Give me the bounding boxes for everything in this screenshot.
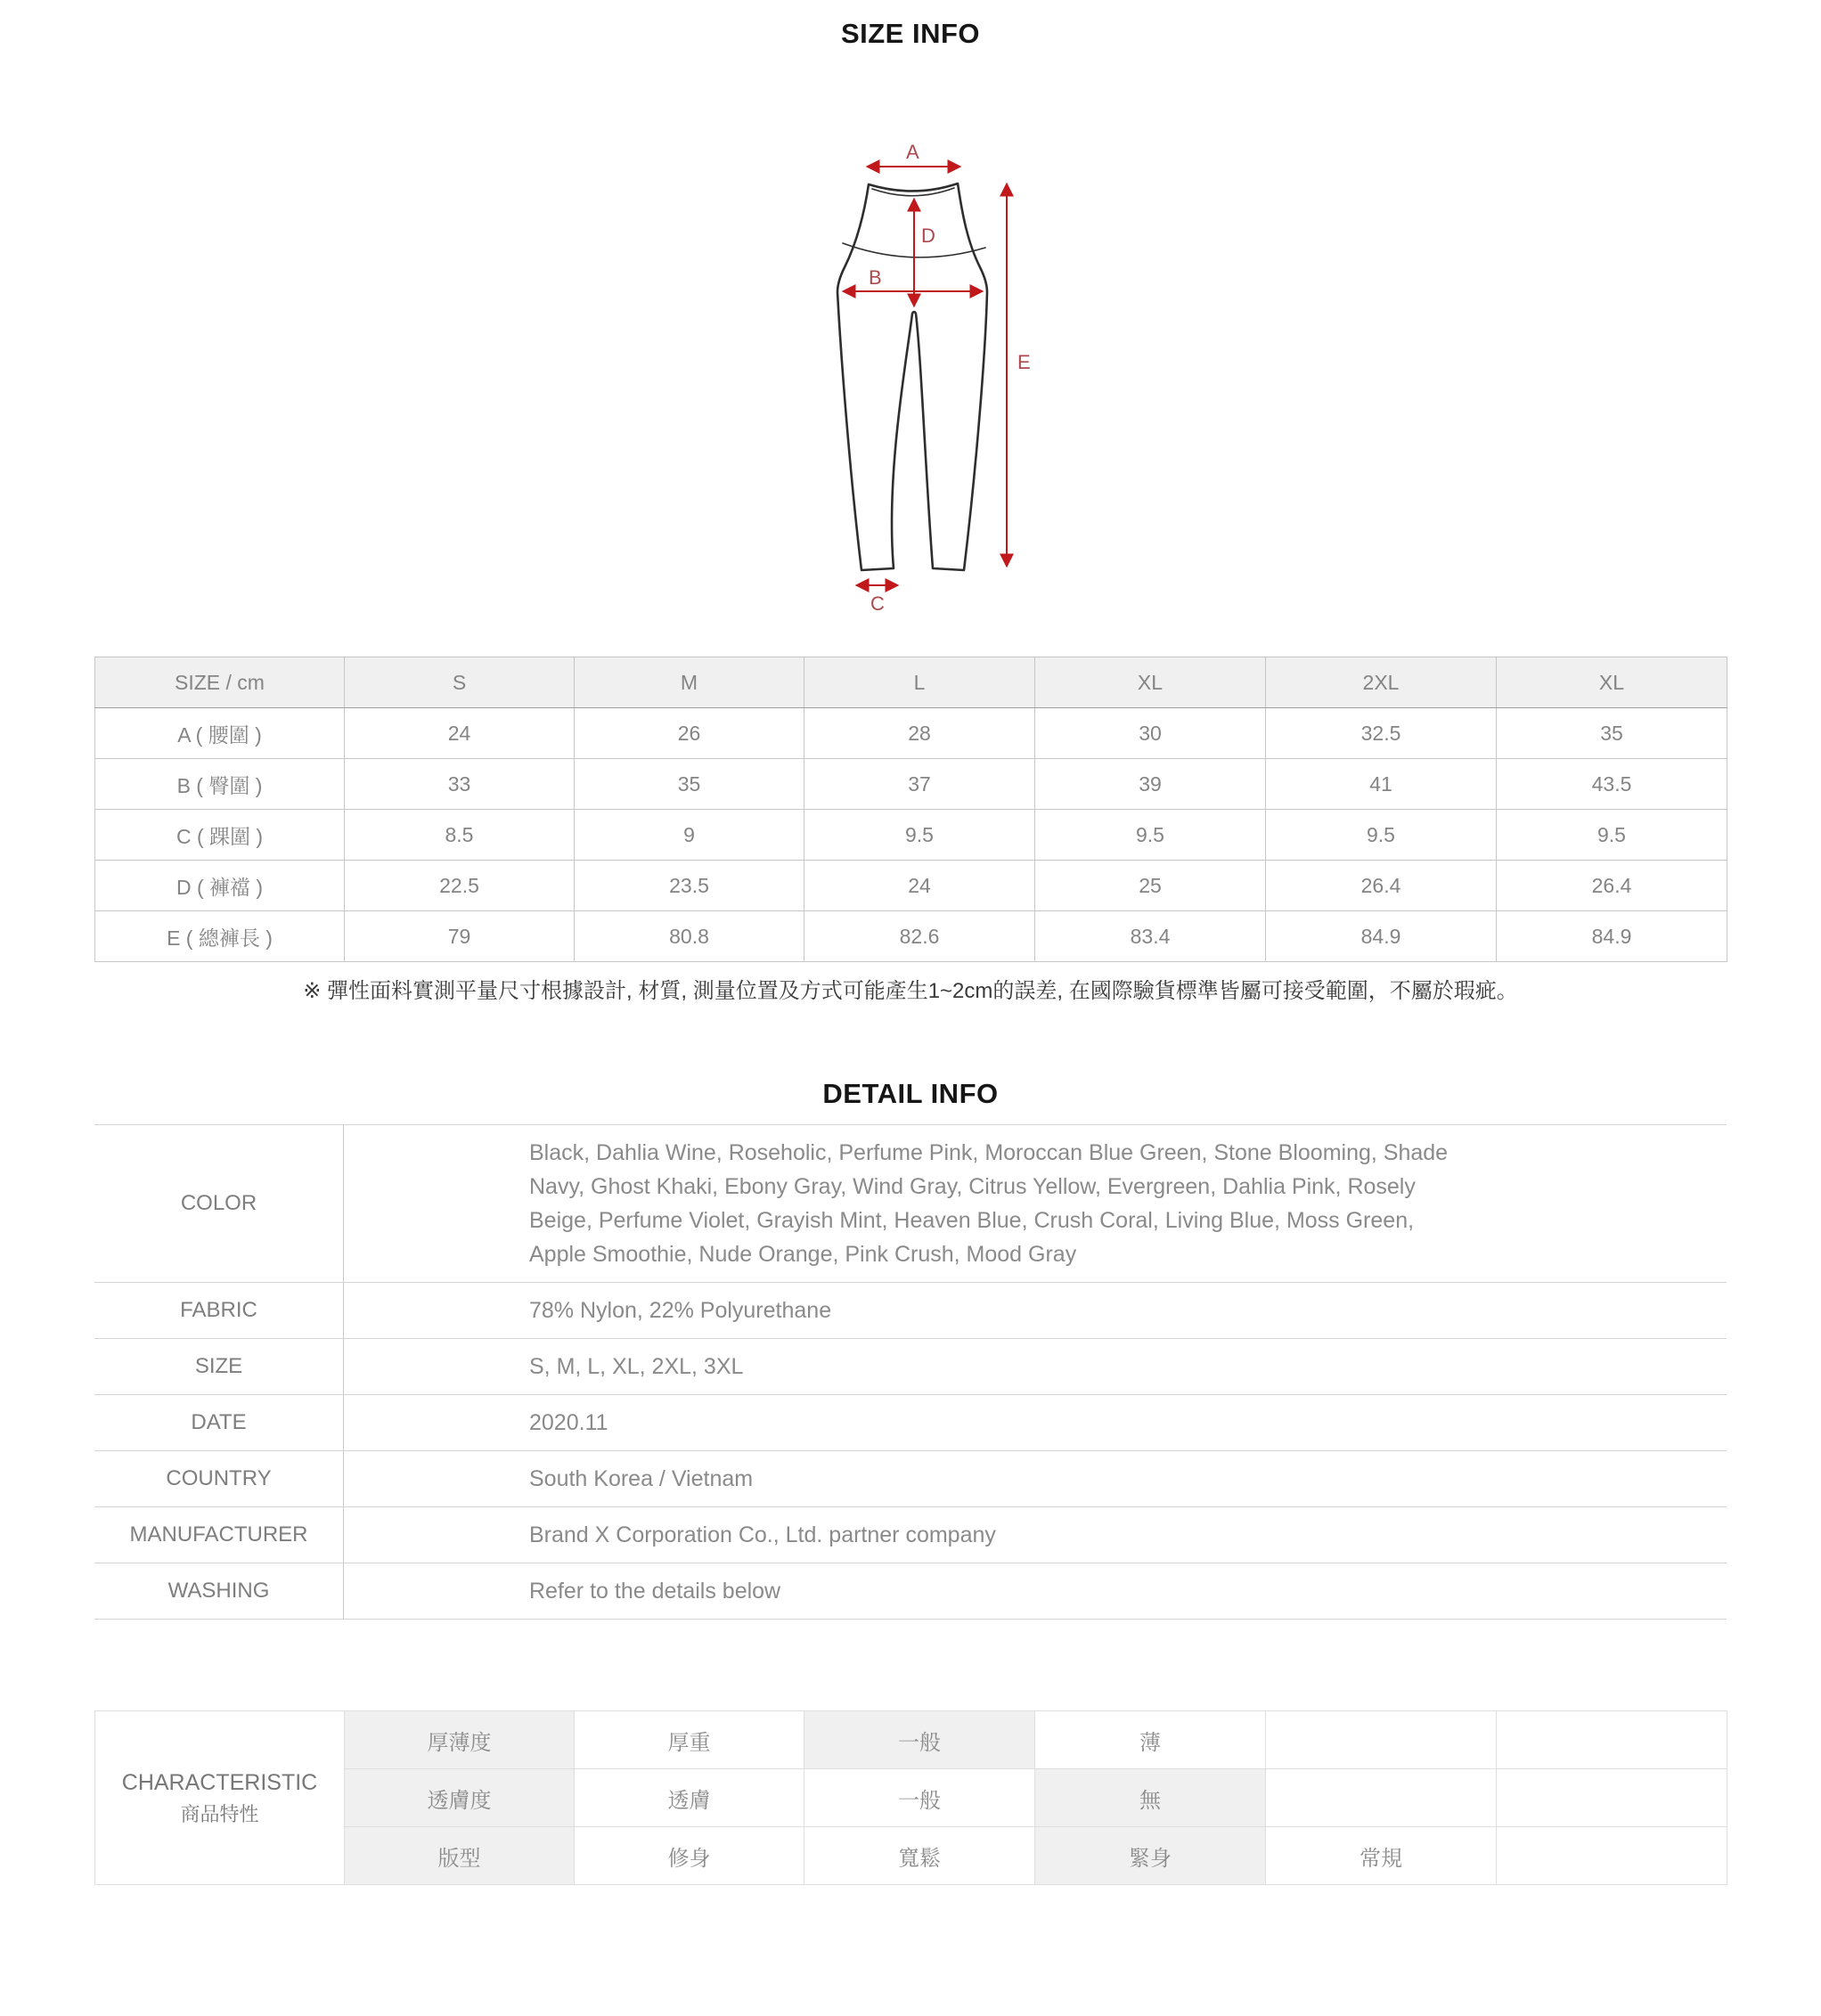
characteristic-option-cell: 常規 [1266, 1827, 1497, 1885]
characteristic-category-cell: 厚薄度 [345, 1711, 575, 1769]
size-col-xl2: XL [1497, 657, 1727, 708]
detail-label: FABRIC [94, 1283, 344, 1338]
characteristic-title-en: CHARACTERISTIC [121, 1769, 318, 1795]
detail-label: DATE [94, 1395, 344, 1450]
characteristic-option-cell-selected: 緊身 [1035, 1827, 1266, 1885]
size-cell: 24 [345, 708, 575, 759]
size-col-2xl: 2XL [1266, 657, 1497, 708]
detail-label: COLOR [94, 1125, 344, 1282]
characteristic-option-cell: 厚重 [575, 1711, 804, 1769]
size-cell: 9.5 [1035, 810, 1266, 861]
label-a: A [906, 141, 919, 163]
size-table-unit-header: SIZE / cm [95, 657, 345, 708]
detail-row-size [94, 1338, 1727, 1394]
detail-label: WASHING [94, 1563, 344, 1619]
color-line: Black, Dahlia Wine, Roseholic, Perfume Pink, Moroccan Blue Green, Stone Blooming, Shade [529, 1140, 1449, 1165]
size-cell: 9.5 [1266, 810, 1497, 861]
size-col-xl: XL [1035, 657, 1266, 708]
characteristic-category-cell: 版型 [345, 1827, 575, 1885]
characteristic-option-cell [1266, 1769, 1497, 1827]
size-row-label: E ( 總褲長 ) [95, 911, 345, 962]
size-cell: 39 [1035, 759, 1266, 810]
color-line: Beige, Perfume Violet, Grayish Mint, Heaven Blue, Crush Coral, Living Blue, Moss Green, [529, 1208, 1415, 1233]
detail-label: MANUFACTURER [94, 1507, 344, 1563]
color-line: Navy, Ghost Khaki, Ebony Gray, Wind Gray, Citrus Yellow, Evergreen, Dahlia Pink, Rosely [529, 1174, 1416, 1199]
size-cell: 82.6 [804, 911, 1035, 962]
pants-outline [837, 184, 987, 570]
detail-value [344, 1507, 1727, 1563]
detail-value-text: Refer to the details below [529, 1579, 781, 1604]
characteristic-title-zh: 商品特性 [180, 1803, 259, 1826]
detail-value [344, 1395, 1727, 1450]
pants-measurement-diagram [732, 89, 1089, 641]
size-row-e [95, 911, 1727, 962]
size-cell: 26.4 [1497, 861, 1727, 911]
size-cell: 22.5 [345, 861, 575, 911]
size-cell: 32.5 [1266, 708, 1497, 759]
detail-row-fabric [94, 1282, 1727, 1338]
size-cell: 84.9 [1497, 911, 1727, 962]
label-c: C [870, 592, 885, 615]
size-cell: 43.5 [1497, 759, 1727, 810]
characteristic-option-cell: 寬鬆 [804, 1827, 1035, 1885]
detail-value-text: South Korea / Vietnam [529, 1466, 754, 1491]
size-cell: 9 [575, 810, 804, 861]
characteristic-option-cell [1497, 1769, 1727, 1827]
characteristic-option-cell-selected: 無 [1035, 1769, 1266, 1827]
size-cell: 24 [804, 861, 1035, 911]
characteristic-option-cell [1266, 1711, 1497, 1769]
detail-value-text: Brand X Corporation Co., Ltd. partner company [529, 1522, 996, 1547]
characteristic-option-cell [1497, 1711, 1727, 1769]
characteristic-option-cell: 薄 [1035, 1711, 1266, 1769]
size-cell: 28 [804, 708, 1035, 759]
detail-value [344, 1339, 1727, 1394]
size-cell: 9.5 [1497, 810, 1727, 861]
size-cell: 25 [1035, 861, 1266, 911]
size-row-b [95, 759, 1727, 810]
detail-value [344, 1563, 1727, 1619]
size-cell: 35 [575, 759, 804, 810]
detail-value-text: 2020.11 [529, 1410, 608, 1435]
detail-value [344, 1451, 1727, 1506]
detail-value [344, 1125, 1727, 1282]
detail-label: COUNTRY [94, 1451, 344, 1506]
size-row-d [95, 861, 1727, 911]
detail-info-title: DETAIL INFO [822, 1078, 999, 1109]
size-row-label: D ( 褲襠 ) [95, 861, 345, 911]
size-cell: 30 [1035, 708, 1266, 759]
size-cell: 33 [345, 759, 575, 810]
size-row-label: B ( 臀圍 ) [95, 759, 345, 810]
characteristic-row-thickness [95, 1711, 1727, 1769]
size-cell: 9.5 [804, 810, 1035, 861]
detail-value-text: 78% Nylon, 22% Polyurethane [529, 1298, 832, 1323]
size-col-m: M [575, 657, 804, 708]
detail-value [344, 1283, 1727, 1338]
size-cell: 79 [345, 911, 575, 962]
size-cell: 26.4 [1266, 861, 1497, 911]
detail-value-text: S, M, L, XL, 2XL, 3XL [529, 1354, 744, 1379]
size-row-a [95, 708, 1727, 759]
size-cell: 83.4 [1035, 911, 1266, 962]
measurement-tolerance-note: ※ 彈性面料實測平量尺寸根據設計, 材質, 測量位置及方式可能產生1~2cm的誤差, 在國際驗貨標準皆屬可接受範圍，不屬於瑕疵。 [303, 979, 1518, 1003]
label-b: B [869, 266, 882, 289]
label-e: E [1017, 351, 1031, 373]
characteristic-category-cell: 透膚度 [345, 1769, 575, 1827]
size-cell: 26 [575, 708, 804, 759]
detail-row-manufacturer [94, 1506, 1727, 1563]
detail-row-washing [94, 1563, 1727, 1620]
size-cell: 8.5 [345, 810, 575, 861]
detail-info-table [94, 1124, 1727, 1620]
detail-row-country [94, 1450, 1727, 1506]
detail-row-date [94, 1394, 1727, 1450]
characteristic-table [94, 1710, 1727, 1885]
size-cell: 23.5 [575, 861, 804, 911]
size-table-header-row [95, 657, 1727, 708]
characteristic-header-cell [95, 1711, 345, 1885]
size-info-title: SIZE INFO [840, 18, 981, 49]
detail-row-color [94, 1124, 1727, 1282]
size-cell: 35 [1497, 708, 1727, 759]
label-d: D [921, 224, 935, 247]
size-col-s: S [345, 657, 575, 708]
detail-label: SIZE [94, 1339, 344, 1394]
characteristic-option-cell [1497, 1827, 1727, 1885]
characteristic-option-cell: 透膚 [575, 1769, 804, 1827]
size-cell: 41 [1266, 759, 1497, 810]
size-cell: 84.9 [1266, 911, 1497, 962]
size-row-label: C ( 踝圍 ) [95, 810, 345, 861]
characteristic-option-cell: 修身 [575, 1827, 804, 1885]
color-line: Apple Smoothie, Nude Orange, Pink Crush, Mood Gray [529, 1242, 1077, 1267]
size-cell: 80.8 [575, 911, 804, 962]
characteristic-option-cell: 一般 [804, 1769, 1035, 1827]
size-row-c [95, 810, 1727, 861]
size-cell: 37 [804, 759, 1035, 810]
size-row-label: A ( 腰圍 ) [95, 708, 345, 759]
characteristic-option-cell-selected: 一般 [804, 1711, 1035, 1769]
size-col-l: L [804, 657, 1035, 708]
size-table [94, 657, 1727, 962]
